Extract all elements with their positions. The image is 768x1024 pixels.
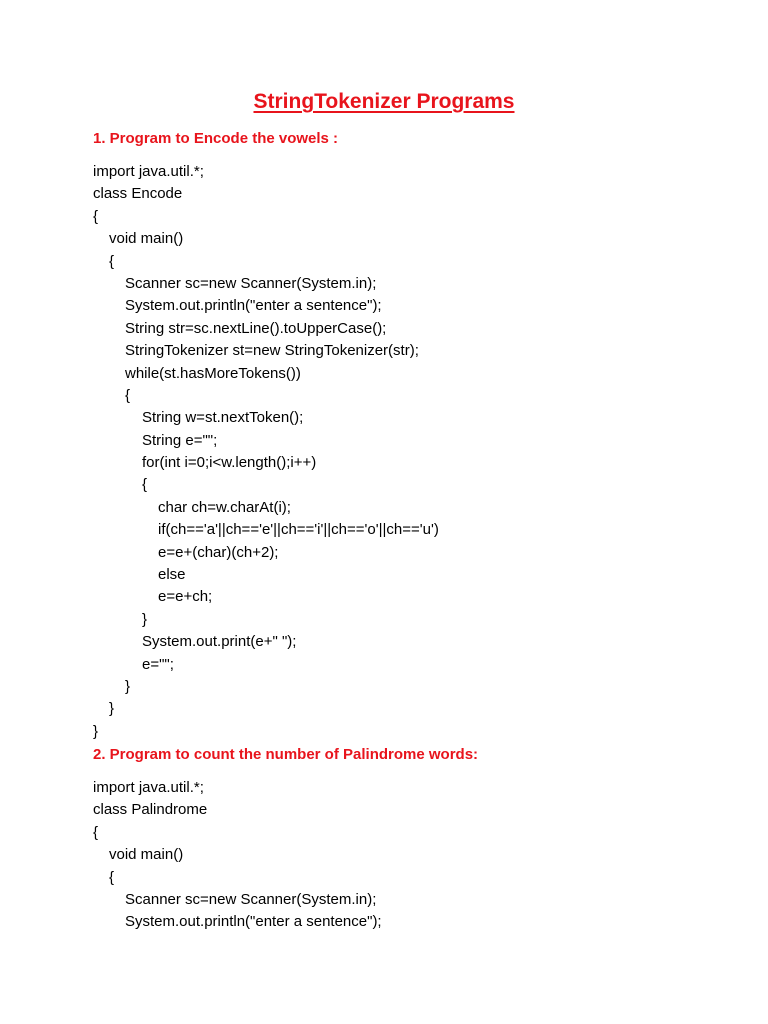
code-line: {: [142, 476, 148, 494]
code-line: System.out.println("enter a sentence");: [125, 913, 382, 931]
code-line: }: [142, 610, 148, 628]
code-line: {: [93, 207, 99, 225]
code-line: else: [158, 566, 186, 584]
section-2-code-block: [93, 777, 382, 934]
code-line: {: [109, 868, 115, 886]
code-line: while(st.hasMoreTokens()): [125, 364, 301, 382]
code-line: }: [93, 722, 99, 740]
code-line: StringTokenizer st=new StringTokenizer(str);: [125, 342, 419, 360]
code-line: System.out.print(e+" ");: [142, 633, 297, 651]
code-line: import java.util.*;: [93, 163, 204, 180]
code-line: {: [109, 252, 115, 270]
section-1-code-block: [93, 161, 439, 743]
code-line: String e="";: [142, 431, 218, 449]
code-line: String w=st.nextToken();: [142, 409, 304, 427]
code-line: if(ch=='a'||ch=='e'||ch=='i'||ch=='o'||ch=='u'): [158, 521, 439, 539]
section-2-heading: 2. Program to count the number of Palindrome words:: [93, 746, 479, 763]
code-line: void main(): [109, 230, 184, 248]
code-line: class Palindrome: [93, 801, 208, 819]
code-line: {: [125, 386, 131, 404]
code-line: import java.util.*;: [93, 779, 204, 796]
code-line: {: [93, 823, 99, 841]
code-line: Scanner sc=new Scanner(System.in);: [125, 890, 377, 908]
section-1-heading: 1. Program to Encode the vowels :: [93, 130, 339, 147]
code-line: e="";: [142, 655, 174, 673]
code-line: for(int i=0;i<w.length();i++): [142, 454, 317, 472]
code-line: }: [109, 700, 115, 718]
code-line: String str=sc.nextLine().toUpperCase();: [125, 319, 387, 337]
code-line: System.out.println("enter a sentence");: [125, 297, 382, 315]
code-line: void main(): [109, 846, 184, 864]
document-title: StringTokenizer Programs: [253, 90, 515, 113]
code-line: e=e+ch;: [158, 588, 213, 606]
code-line: class Encode: [93, 185, 183, 203]
code-line: e=e+(char)(ch+2);: [158, 543, 279, 561]
code-line: char ch=w.charAt(i);: [158, 498, 291, 516]
code-line: }: [125, 677, 131, 695]
code-line: Scanner sc=new Scanner(System.in);: [125, 274, 377, 292]
